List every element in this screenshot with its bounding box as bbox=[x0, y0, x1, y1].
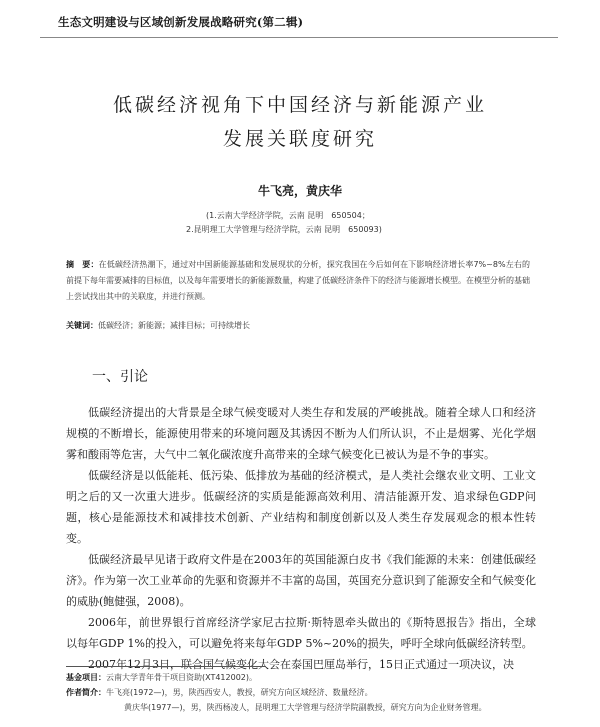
footnote-text: 牛飞亮(1972—)，男，陕西西安人，教授，研究方向区域经济、数量经济。 bbox=[106, 688, 373, 697]
paragraph: 低碳经济最早见诸于政府文件是在2003年的英国能源白皮书《我们能源的未来：创建低碳经济》。作为第一次工业革命的先驱和资源并不丰富的岛国，英国充分意识到了能源安全和气候变化的威胁(鲍健强，2008)。 bbox=[66, 553, 536, 608]
footnote-text: 云南大学青年骨干项目资助(XT412002)。 bbox=[106, 673, 258, 682]
authors: 牛飞亮，黄庆华 bbox=[257, 184, 342, 198]
keywords-text: 低碳经济；新能源；减排目标；可持续增长 bbox=[98, 321, 250, 330]
paragraph: 2006年，前世界银行首席经济学家尼古拉斯·斯特恩牵头做出的《斯特恩报告》指出，全球以每年GDP 1%的投入，可以避免将来每年GDP 5%~20%的损失，呼吁全球向低碳经济转型。 bbox=[66, 616, 536, 650]
footnote-label: 作者简介： bbox=[66, 688, 106, 697]
footnote-author-1 bbox=[66, 685, 530, 700]
paper-title-line-1: 低碳经济视角下中国经济与新能源产业 bbox=[112, 94, 487, 116]
footnote-label: 基金项目： bbox=[66, 673, 106, 682]
footnote-author-2 bbox=[66, 700, 530, 715]
paper-title-line-2: 发展关联度研究 bbox=[222, 128, 377, 150]
paragraph: 2007年12月3日，联合国气候变化大会在泰国巴厘岛举行，15日正式通过一项决议，决 bbox=[88, 658, 514, 671]
footnote-rule bbox=[66, 666, 266, 667]
footnote-funding bbox=[66, 670, 530, 685]
affiliation-2: 2.昆明理工大学管理与经济学院，云南 昆明 650093) bbox=[186, 225, 382, 234]
body-text bbox=[66, 402, 536, 675]
affiliation-1: (1.云南大学经济学院，云南 昆明 650504； bbox=[206, 211, 370, 220]
keywords bbox=[66, 320, 530, 331]
keywords-label: 关键词： bbox=[66, 321, 98, 330]
footnote-text: 黄庆华(1977—)，男，陕西杨凌人，昆明理工大学管理与经济学院副教授，研究方向为企业财务管理。 bbox=[124, 703, 487, 712]
paragraph: 低碳经济提出的大背景是全球气候变暖对人类生存和发展的严峻挑战。随着全球人口和经济规模的不断增长，能源使用带来的环境问题及其诱因不断为人们所认识，不止是烟雾、光化学烟雾和酸雨等危害，大气中二氧化碳浓度升高带来的全球气候变化已被认为是不争的事实。 bbox=[66, 406, 536, 461]
running-head: 生态文明建设与区域创新发展战略研究(第二辑) bbox=[58, 15, 304, 29]
abstract-label: 摘 要： bbox=[66, 260, 99, 269]
abstract-text: 在低碳经济热潮下，通过对中国新能源基础和发展现状的分析，探究我国在今后如何在下影响经济增长率7%~8%左右的前提下每年需要减排的目标值，以及每年需要增长的新能源数量，构建了低碳经济条件下的经济与能源增长模型。在模型分析的基础上尝试找出其中的关联度，并进行预测。 bbox=[66, 260, 530, 301]
abstract bbox=[66, 257, 530, 305]
paragraph: 低碳经济是以低能耗、低污染、低排放为基础的经济模式，是人类社会继农业文明、工业文明之后的又一次重大进步。低碳经济的实质是能源高效利用、清洁能源开发、追求绿色GDP问题，核心是能源技术和减排技术创新、产业结构和制度创新以及人类生存发展观念的根本性转变。 bbox=[66, 469, 536, 545]
section-heading: 一、引论 bbox=[92, 369, 148, 385]
header-rule bbox=[40, 37, 558, 38]
footnotes bbox=[66, 670, 530, 715]
